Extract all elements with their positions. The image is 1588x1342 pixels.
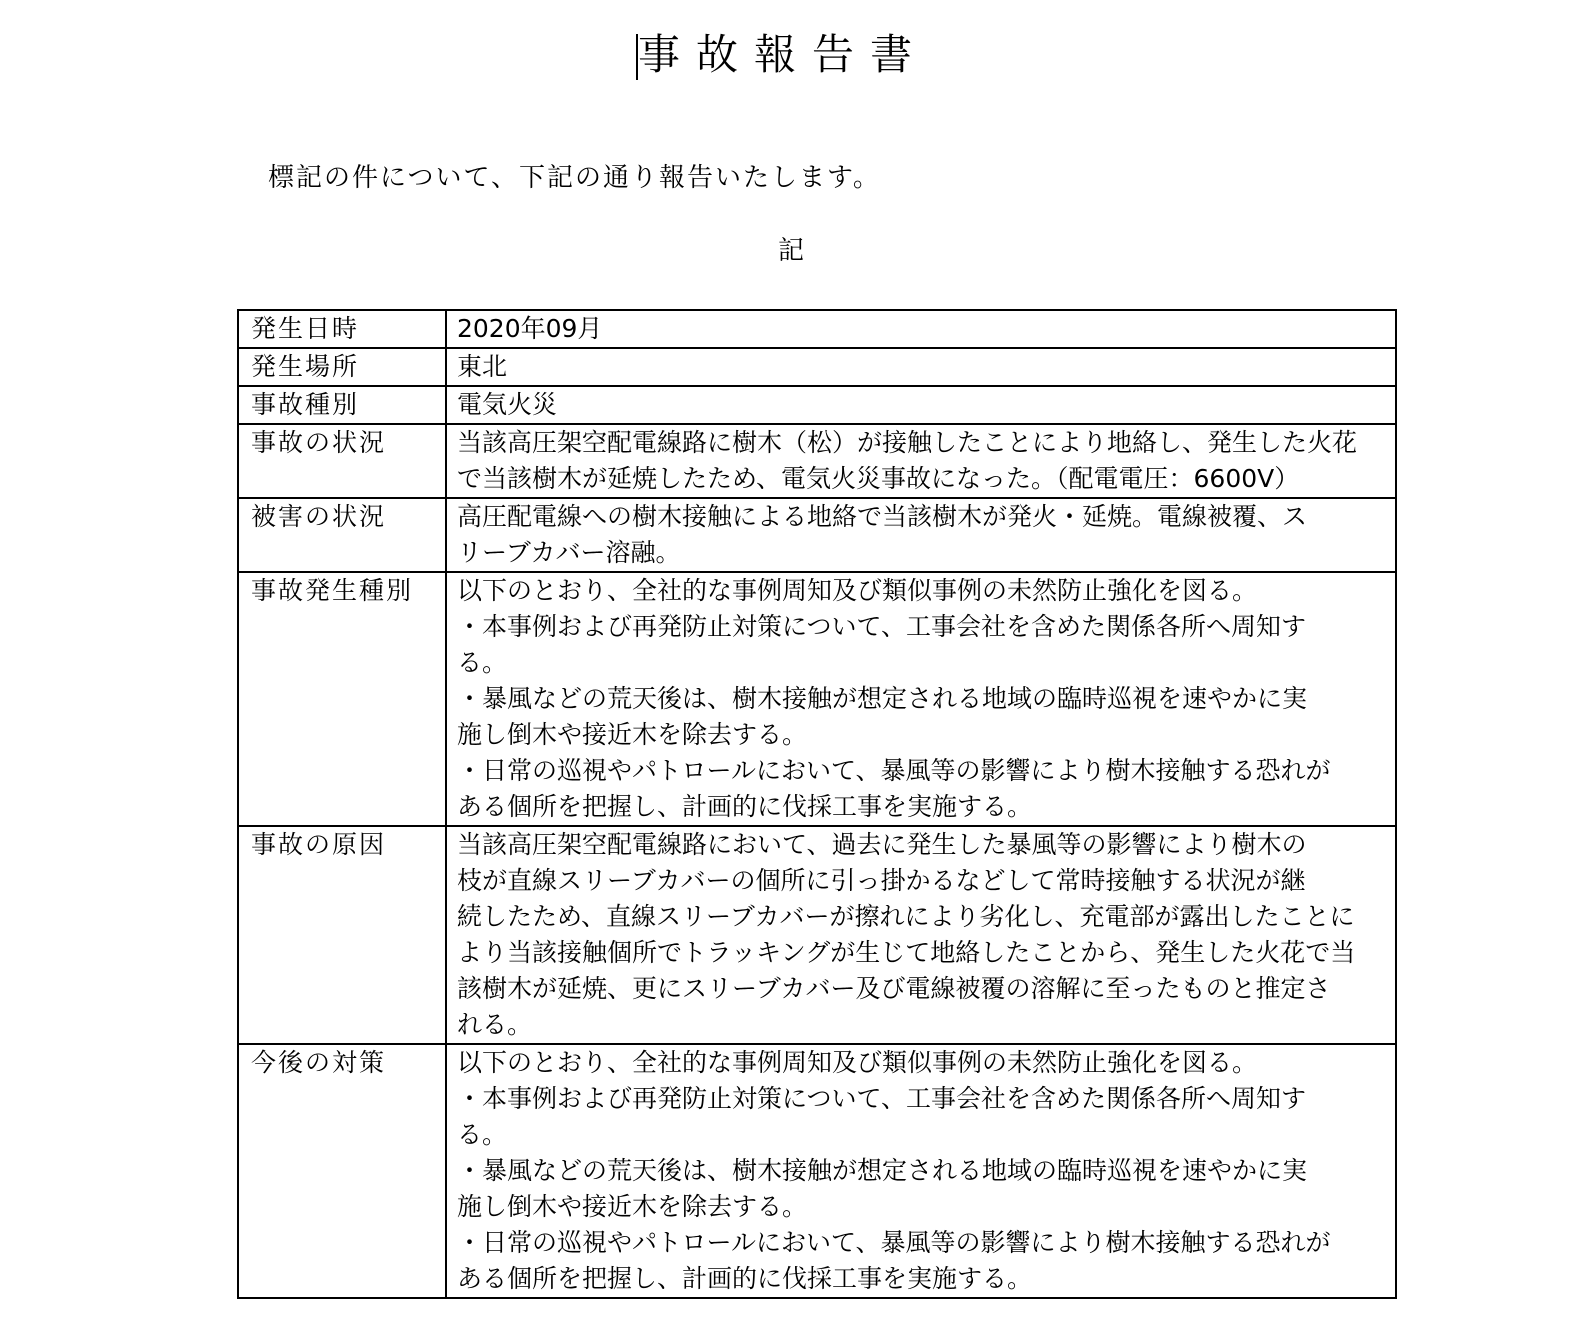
row-value: [446, 424, 1396, 498]
document-title: 事故報告書: [638, 30, 929, 79]
row-value: [446, 348, 1396, 386]
table-row: [238, 1044, 1396, 1298]
row-label: 発生場所: [238, 348, 446, 386]
ki-heading: 記: [778, 236, 805, 266]
row-value: [446, 386, 1396, 424]
value-line: ・日常の巡視やパトロールにおいて、暴風等の影響により樹木接触する恐れが: [457, 756, 1331, 785]
value-line: ・暴風などの荒天後は、樹木接触が想定される地域の臨時巡視を速やかに実: [457, 684, 1308, 713]
value-line: より当該接触個所でトラッキングが生じて地絡したことから、発生した火花で当: [457, 938, 1356, 967]
table-row: [238, 826, 1396, 1044]
report-table-body: [238, 310, 1396, 1298]
value-line: 2020年09月: [457, 314, 603, 343]
row-value: [446, 572, 1396, 826]
value-line: ・日常の巡視やパトロールにおいて、暴風等の影響により樹木接触する恐れが: [457, 1228, 1331, 1257]
value-line: ・本事例および再発防止対策について、工事会社を含めた関係各所へ周知す: [457, 1084, 1307, 1113]
value-line: 続したため、直線スリーブカバーが擦れにより劣化し、充電部が露出したことに: [457, 902, 1355, 931]
value-line: 施し倒木や接近木を除去する。: [457, 1192, 808, 1221]
row-label: 発生日時: [238, 310, 446, 348]
value-line: ある個所を把握し、計画的に伐採工事を実施する。: [457, 1264, 1033, 1293]
table-row: [238, 424, 1396, 498]
report-table: [237, 309, 1397, 1299]
table-row: [238, 310, 1396, 348]
value-line: ・暴風などの荒天後は、樹木接触が想定される地域の臨時巡視を速やかに実: [457, 1156, 1308, 1185]
row-value: [446, 1044, 1396, 1298]
table-row: [238, 572, 1396, 826]
row-value: [446, 310, 1396, 348]
row-value: [446, 498, 1396, 572]
value-line: で当該樹木が延焼したため、電気火災事故になった。（配電電圧：6600V）: [457, 464, 1300, 493]
value-line: 該樹木が延焼、更にスリーブカバー及び電線被覆の溶解に至ったものと推定さ: [457, 974, 1331, 1003]
row-label: 今後の対策: [238, 1044, 446, 1298]
value-line: 電気火災: [457, 390, 558, 419]
value-line: 以下のとおり、全社的な事例周知及び類似事例の未然防止強化を図る。: [457, 576, 1258, 605]
value-line: 施し倒木や接近木を除去する。: [457, 720, 808, 749]
value-line: ・本事例および再発防止対策について、工事会社を含めた関係各所へ周知す: [457, 612, 1307, 641]
table-row: [238, 386, 1396, 424]
row-value: [446, 826, 1396, 1044]
row-label: 事故の状況: [238, 424, 446, 498]
value-line: 東北: [457, 352, 508, 381]
value-line: 当該高圧架空配電線路に樹木（松）が接触したことにより地絡し、発生した火花: [457, 428, 1358, 457]
value-line: 以下のとおり、全社的な事例周知及び類似事例の未然防止強化を図る。: [457, 1048, 1258, 1077]
row-label: 事故の原因: [238, 826, 446, 1044]
value-line: ある個所を把握し、計画的に伐採工事を実施する。: [457, 792, 1033, 821]
value-line: 当該高圧架空配電線路において、過去に発生した暴風等の影響により樹木の: [457, 830, 1307, 859]
value-line: れる。: [457, 1010, 533, 1039]
row-label: 事故発生種別: [238, 572, 446, 826]
row-label: 事故種別: [238, 386, 446, 424]
intro-sentence: 標記の件について、下記の通り報告いたします。: [268, 163, 881, 193]
value-line: リーブカバー溶融。: [457, 538, 681, 567]
table-row: [238, 498, 1396, 572]
value-line: る。: [457, 648, 508, 677]
value-line: 高圧配電線への樹木接触による地絡で当該樹木が発火・延焼。電線被覆、ス: [457, 502, 1308, 531]
value-line: 枝が直線スリーブカバーの個所に引っ掛かるなどして常時接触する状況が継: [457, 866, 1306, 895]
table-row: [238, 348, 1396, 386]
row-label: 被害の状況: [238, 498, 446, 572]
value-line: る。: [457, 1120, 508, 1149]
